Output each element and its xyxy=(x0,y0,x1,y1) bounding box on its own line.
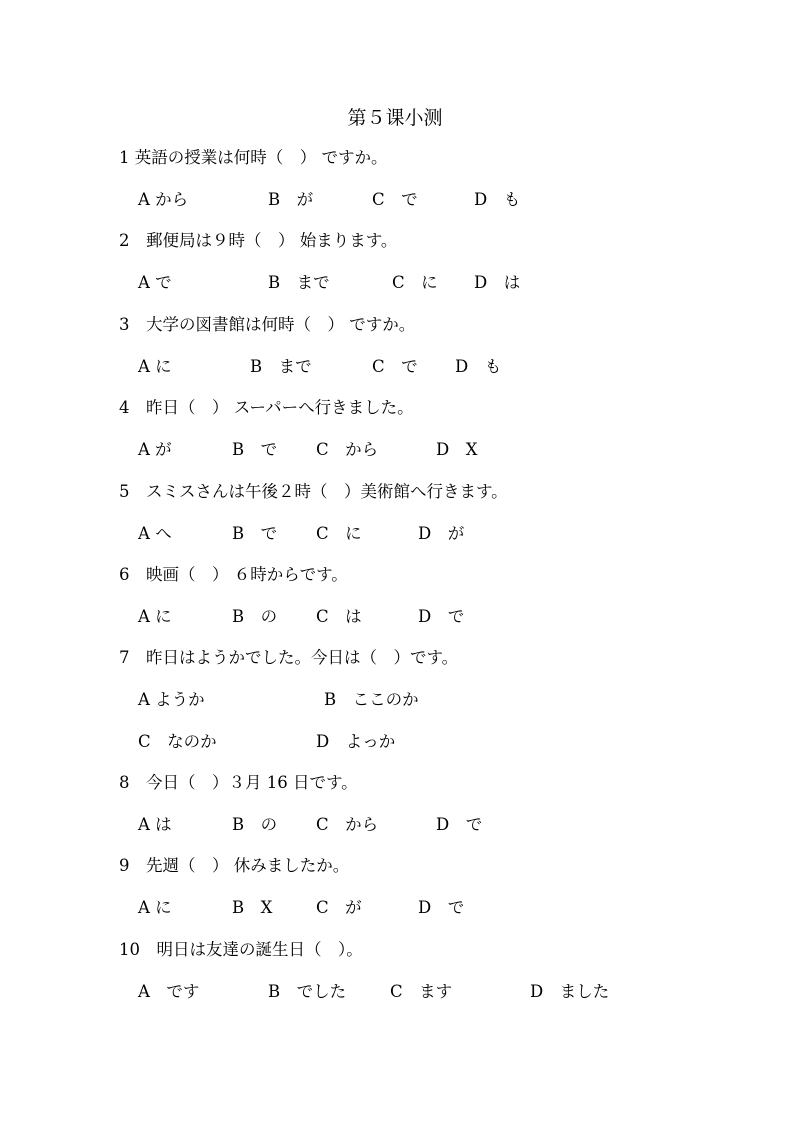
q1-option-d: D も xyxy=(474,190,521,209)
q9-option-c: C が xyxy=(316,898,362,917)
question-2: 2 郵便局は９時（ ） 始まります。 xyxy=(119,231,398,250)
q4-option-a: A が xyxy=(138,440,172,459)
q2-option-a: A で xyxy=(138,273,172,292)
q10-option-a: A です xyxy=(138,982,200,1001)
q7-option-a: A ようか xyxy=(138,690,205,709)
q5-option-c: C に xyxy=(316,524,362,543)
q6-option-b: B の xyxy=(232,607,278,626)
q6-option-a: A に xyxy=(138,607,172,626)
question-10: 10 明日は友達の誕生日（ ）。 xyxy=(119,940,363,959)
q7-option-d: D よっか xyxy=(316,732,396,751)
q5-option-b: B で xyxy=(232,524,278,543)
question-1: 1 英語の授業は何時（ ） ですか。 xyxy=(119,148,388,167)
q3-option-d: D も xyxy=(455,357,502,376)
q9-option-d: D で xyxy=(418,898,465,917)
question-6: 6 映画（ ） ６時からです。 xyxy=(119,565,348,584)
q3-option-b: B まで xyxy=(250,357,312,376)
q3-option-a: A に xyxy=(138,357,172,376)
q4-option-d: D X xyxy=(436,440,478,459)
q2-option-b: B まで xyxy=(268,273,330,292)
q5-option-d: D が xyxy=(418,524,465,543)
q1-option-a: A から xyxy=(138,190,189,209)
q1-option-b: B が xyxy=(268,190,314,209)
page-title: 第５课小测 xyxy=(347,107,443,129)
q4-option-b: B で xyxy=(232,440,278,459)
q9-option-b: B X xyxy=(232,898,273,917)
question-9: 9 先週（ ） 休みましたか。 xyxy=(119,856,350,875)
q8-option-b: B の xyxy=(232,815,278,834)
question-5: 5 スミスさんは午後２時（ ）美術館へ行きます。 xyxy=(119,482,508,501)
q10-option-b: B でした xyxy=(268,982,347,1001)
q6-option-d: D で xyxy=(418,607,465,626)
question-3: 3 大学の図書館は何時（ ） ですか。 xyxy=(119,315,416,334)
q1-option-c: C で xyxy=(372,190,418,209)
question-8: 8 今日（ ）３月 16 日です。 xyxy=(119,773,358,792)
q7-option-b: B ここのか xyxy=(324,690,419,709)
question-7: 7 昨日はようかでした。今日は（ ）です。 xyxy=(119,648,459,667)
q7-option-c: C なのか xyxy=(138,732,217,751)
q8-option-a: A は xyxy=(138,815,172,834)
q8-option-c: C から xyxy=(316,815,379,834)
q3-option-c: C で xyxy=(372,357,418,376)
q2-option-c: C に xyxy=(392,273,438,292)
q6-option-c: C は xyxy=(316,607,362,626)
q10-option-d: D ました xyxy=(530,982,610,1001)
q5-option-a: A へ xyxy=(138,524,172,543)
q10-option-c: C ます xyxy=(390,982,453,1001)
q2-option-d: D は xyxy=(474,273,521,292)
q8-option-d: D で xyxy=(436,815,483,834)
q4-option-c: C から xyxy=(316,440,379,459)
question-4: 4 昨日（ ） スーパーへ行きました。 xyxy=(119,398,414,417)
q9-option-a: A に xyxy=(138,898,172,917)
